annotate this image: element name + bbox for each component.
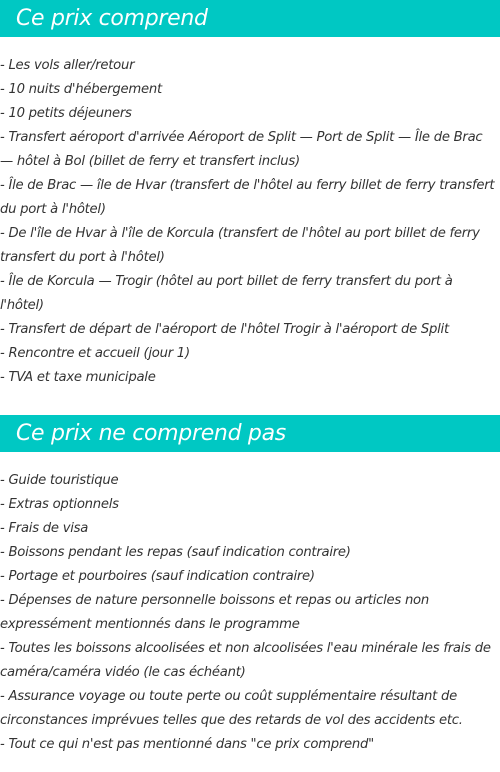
included-item: - TVA et taxe municipale bbox=[0, 370, 156, 385]
excluded-item: - Boissons pendant les repas (sauf indication contraire) bbox=[0, 545, 351, 560]
included-item: - Île de Brac — île de Hvar (transfert de l'hôtel au ferry billet de ferry transfert du port à l'hôtel) bbox=[0, 178, 495, 217]
excluded-item: - Frais de visa bbox=[0, 521, 89, 536]
included-item: - 10 nuits d'hébergement bbox=[0, 82, 162, 97]
included-item: - 10 petits déjeuners bbox=[0, 106, 132, 121]
included-item: - Île de Korcula — Trogir (hôtel au port billet de ferry transfert du port à l'hôtel) bbox=[0, 274, 453, 313]
included-item: - Les vols aller/retour bbox=[0, 58, 135, 73]
excluded-header bbox=[0, 415, 500, 452]
included-item: - Rencontre et accueil (jour 1) bbox=[0, 346, 190, 361]
excluded-item: - Portage et pourboires (sauf indication contraire) bbox=[0, 569, 315, 584]
included-title: Ce prix comprend bbox=[16, 6, 208, 31]
excluded-list bbox=[0, 469, 500, 757]
excluded-item: - Guide touristique bbox=[0, 473, 119, 488]
included-item: - De l'île de Hvar à l'île de Korcula (transfert de l'hôtel au port billet de ferry transfert du port à l'hôtel) bbox=[0, 226, 480, 265]
excluded-item: - Tout ce qui n'est pas mentionné dans "ce prix comprend" bbox=[0, 737, 374, 752]
excluded-title: Ce prix ne comprend pas bbox=[16, 421, 286, 446]
included-item: - Transfert de départ de l'aéroport de l'hôtel Trogir à l'aéroport de Split bbox=[0, 322, 449, 337]
included-list bbox=[0, 54, 500, 390]
excluded-item: - Assurance voyage ou toute perte ou coût supplémentaire résultant de circonstances imprévues telles que des retards de vol des accidents etc. bbox=[0, 689, 463, 728]
excluded-item: - Extras optionnels bbox=[0, 497, 119, 512]
excluded-item: - Dépenses de nature personnelle boissons et repas ou articles non expressément mentionnés dans le programme bbox=[0, 593, 429, 632]
excluded-item: - Toutes les boissons alcoolisées et non alcoolisées l'eau minérale les frais de caméra/caméra vidéo (le cas échéant) bbox=[0, 641, 491, 680]
excluded-section bbox=[0, 415, 500, 757]
included-item: - Transfert aéroport d'arrivée Aéroport de Split — Port de Split — Île de Brac — hôtel à Bol (billet de ferry et transfert inclus) bbox=[0, 130, 483, 169]
included-header bbox=[0, 0, 500, 37]
